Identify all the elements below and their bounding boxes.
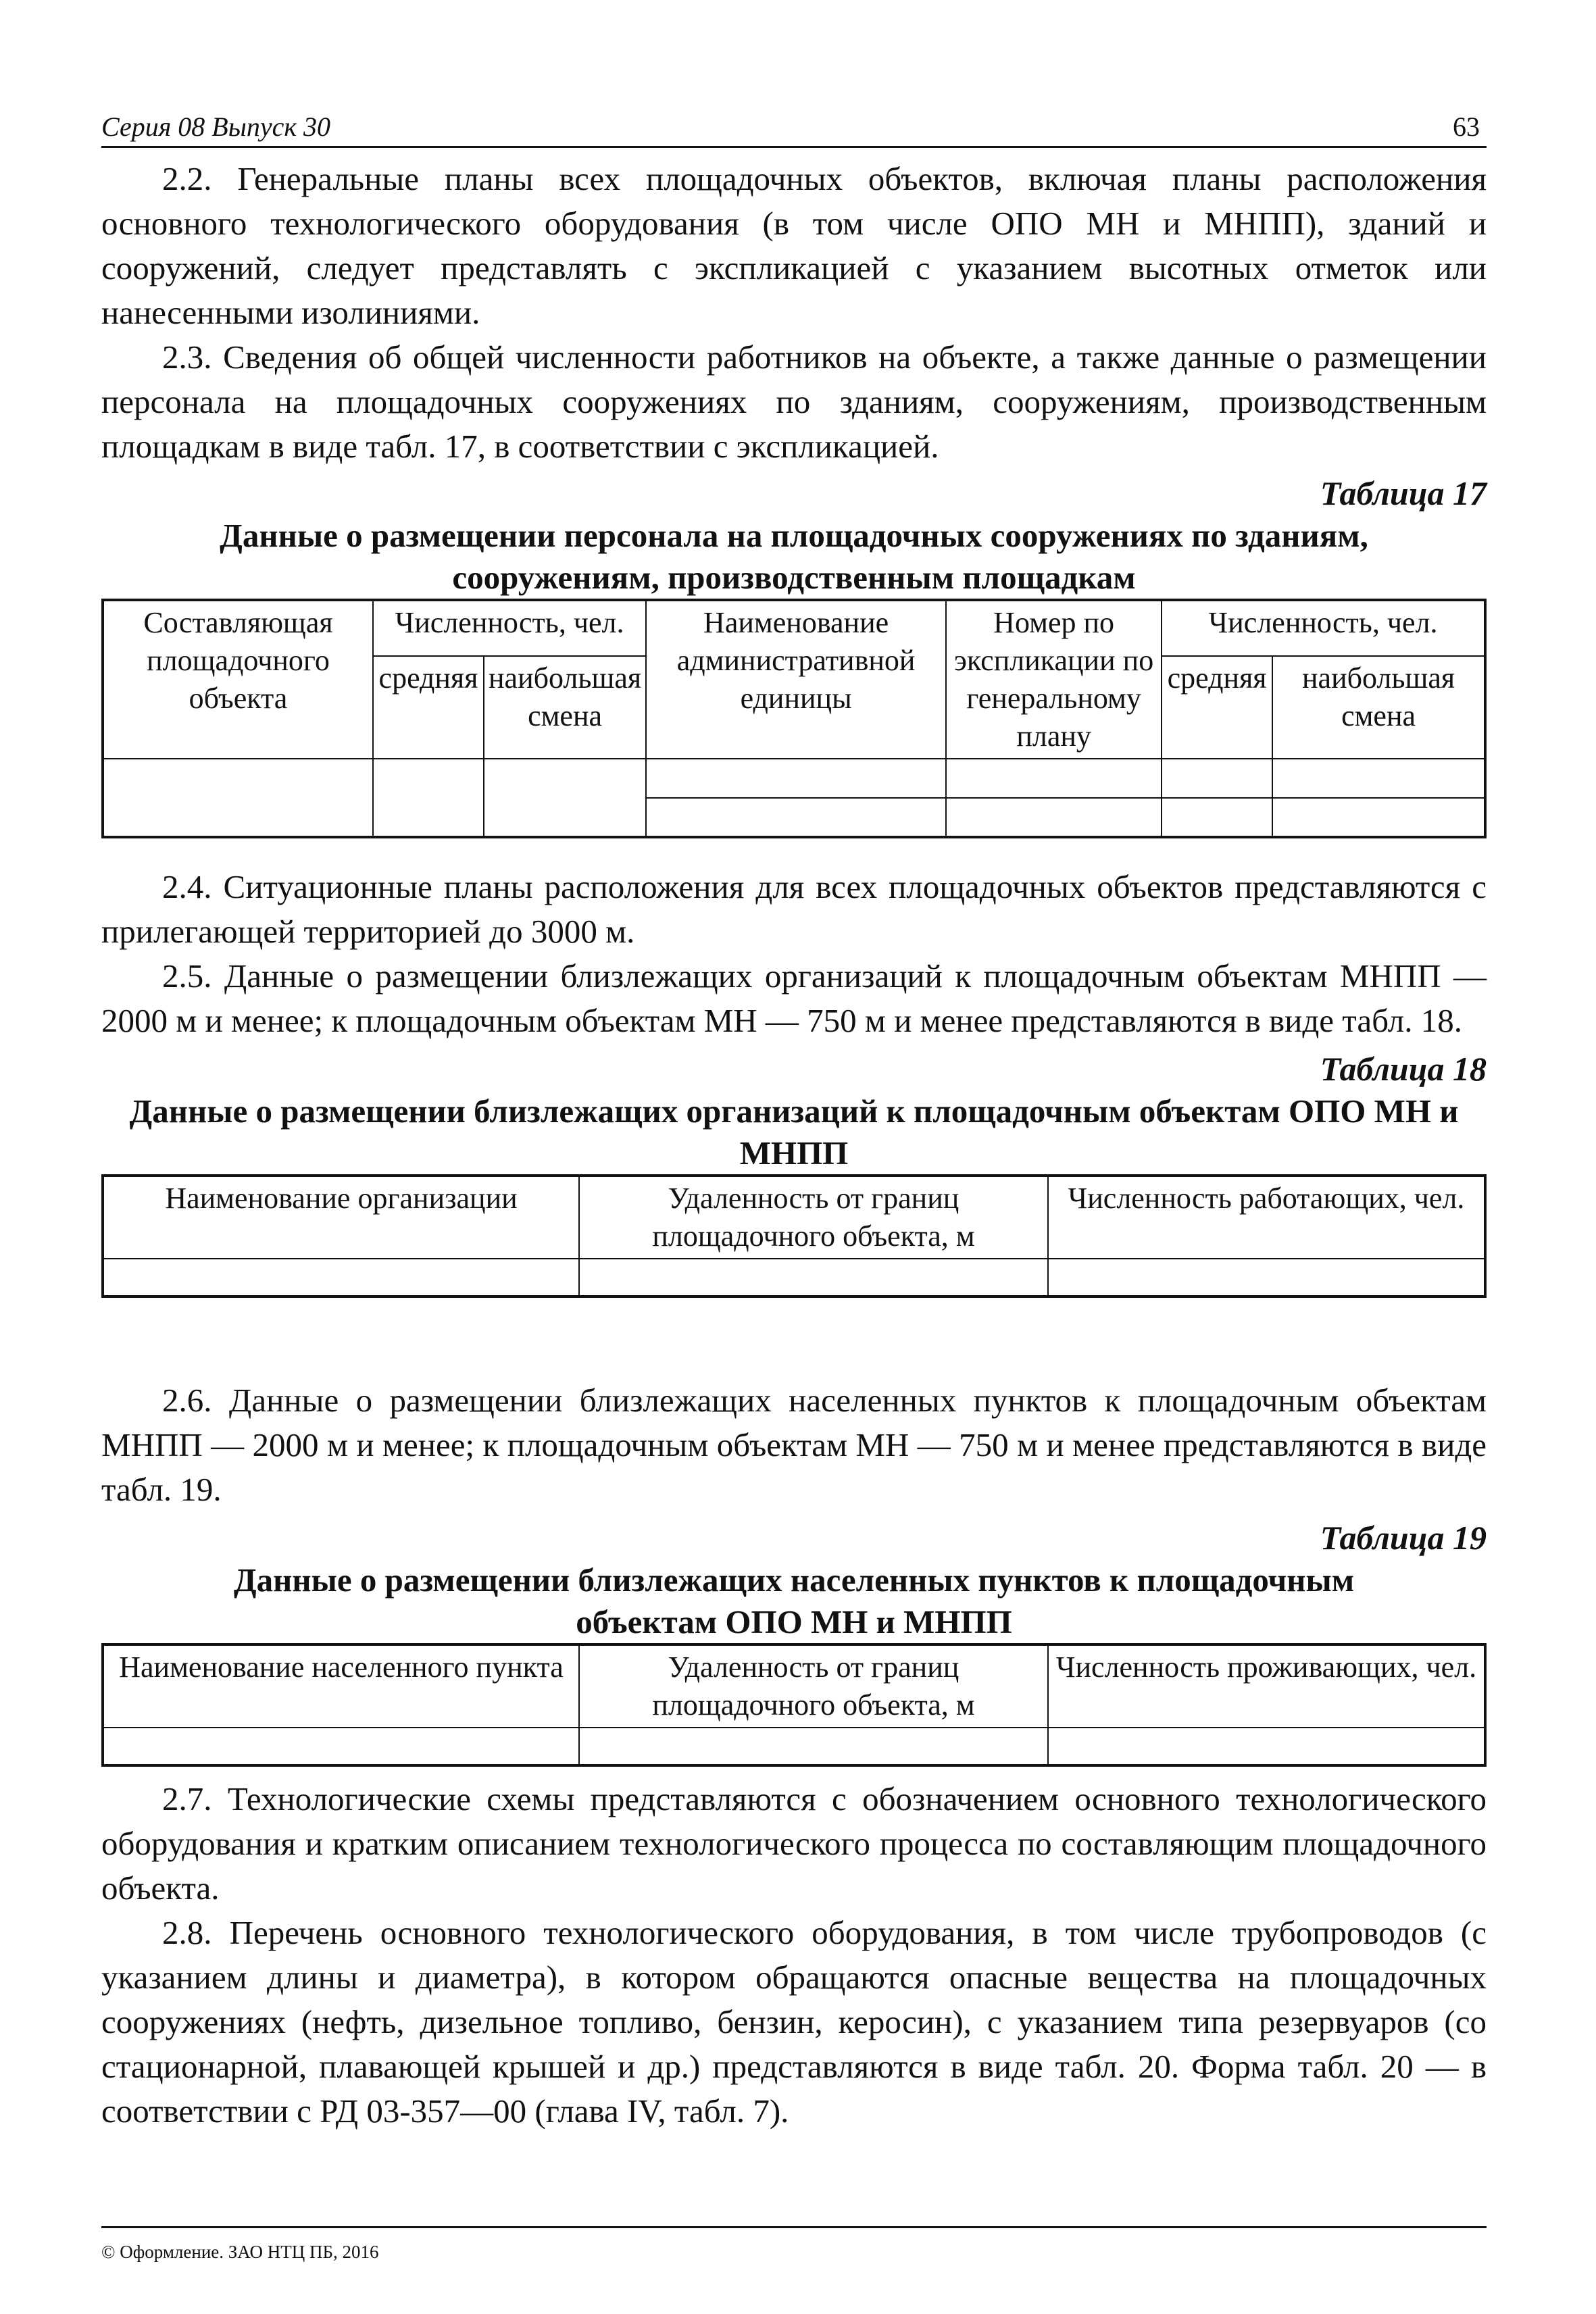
table17-title: Данные о размещении персонала на площадочных сооружениях по зданиям, сооружениям, производственным площадкам — [220, 517, 1368, 596]
page-number: 63 — [1453, 111, 1480, 142]
table17-col-count: Численность, чел. — [373, 600, 646, 656]
table17-cell — [1162, 798, 1272, 837]
paragraph-2-6: 2.6. Данные о размещении близлежащих населенных пунктов к площадочным объектам МНПП — 2000 м и менее; к площадочным объектам МН — 750 м и менее представляются в виде табл. 19. — [101, 1382, 1487, 1508]
page-header — [101, 109, 1487, 148]
table17-col-avg: средняя — [373, 656, 484, 759]
paragraph-2-7: 2.7. Технологические схемы представляются с обозначением основного технологического оборудования и кратким описанием технологического процесса по составляющим площадочного объекта. — [101, 1780, 1487, 1907]
table18-row — [103, 1259, 1485, 1297]
table19-header-row — [103, 1644, 1485, 1728]
table17-col-avg2: средняя — [1162, 656, 1272, 759]
table17-cell — [646, 798, 946, 837]
table17-row — [103, 759, 1485, 798]
table18-cell — [1048, 1259, 1485, 1297]
table17-col-component: Составляющая площадочного объекта — [103, 600, 373, 759]
table18-label: Таблица 18 — [1320, 1050, 1487, 1088]
section-block-3 — [101, 1378, 1487, 1767]
table17-col-max2: наибольшая смена — [1272, 656, 1485, 759]
section-block-1 — [101, 157, 1487, 838]
table18-col-distance: Удаленность от границ площадочного объекта, м — [579, 1176, 1048, 1259]
table17-cell — [946, 759, 1162, 798]
table18-cell — [579, 1259, 1048, 1297]
table19-title: Данные о размещении близлежащих населенных пунктов к площадочным объектам ОПО МН и МНПП — [233, 1561, 1355, 1640]
table17-col-admin: Наименование административной единицы — [646, 600, 946, 759]
table17-cell — [484, 759, 646, 837]
table18-cell — [103, 1259, 579, 1297]
series-title: Серия 08 Выпуск 30 — [101, 111, 331, 142]
table17-cell — [1272, 798, 1485, 837]
table18-title: Данные о размещении близлежащих организаций к площадочным объектам ОПО МН и МНПП — [129, 1092, 1459, 1172]
table19-row — [103, 1728, 1485, 1765]
table18-col-workers: Численность работающих, чел. — [1048, 1176, 1485, 1259]
table19-cell — [1048, 1728, 1485, 1765]
table19-label: Таблица 19 — [1320, 1519, 1487, 1557]
section-block-4 — [101, 1777, 1487, 2134]
table19-cell — [579, 1728, 1048, 1765]
table17-cell — [1162, 759, 1272, 798]
table18-header-row — [103, 1176, 1485, 1259]
copyright-text: © Оформление. ЗАО НТЦ ПБ, 2016 — [101, 2242, 379, 2262]
table17-cell — [646, 759, 946, 798]
table17-header-row-1 — [103, 600, 1485, 656]
section-block-2 — [101, 865, 1487, 1298]
paragraph-2-3: 2.3. Сведения об общей численности работников на объекте, а также данные о размещении персонала на площадочных сооружениях по зданиям, сооружениям, производственным площадкам в виде табл. 17, в соответствии с экспликацией. — [101, 338, 1487, 465]
table19 — [101, 1643, 1487, 1767]
table18-col-name: Наименование организации — [103, 1176, 579, 1259]
paragraph-2-2: 2.2. Генеральные планы всех площадочных объектов, включая планы расположения основного технологического оборудования (в том числе ОПО МН и МНПП), зданий и сооружений, следует представлять с экспликацией с указанием высотных отметок или нанесенными изолиниями. — [101, 160, 1487, 331]
table19-col-distance: Удаленность от границ площадочного объекта, м — [579, 1644, 1048, 1728]
table17-cell — [1272, 759, 1485, 798]
page-footer — [101, 2226, 1487, 2263]
table17-label: Таблица 17 — [1320, 474, 1487, 512]
table19-cell — [103, 1728, 579, 1765]
table17-cell — [103, 759, 373, 837]
table17-col-number: Номер по экспликации по генеральному плану — [946, 600, 1162, 759]
table19-col-name: Наименование населенного пункта — [103, 1644, 579, 1728]
table17-cell — [946, 798, 1162, 837]
table17-col-count2: Численность, чел. — [1162, 600, 1485, 656]
table17-col-max: наибольшая смена — [484, 656, 646, 759]
paragraph-2-8: 2.8. Перечень основного технологического оборудования, в том числе трубопроводов (с указанием длины и диаметра), в котором обращаются опасные вещества на площадочных сооружениях (нефть, дизельное топливо, бензин, керосин), с указанием типа резервуаров (со стационарной, плавающей крышей и др.) представляются в виде табл. 20. Форма табл. 20 — в соответствии с РД 03-357—00 (глава IV, табл. 7). — [101, 1914, 1487, 2130]
table17-cell — [373, 759, 484, 837]
table19-col-residents: Численность проживающих, чел. — [1048, 1644, 1485, 1728]
table18 — [101, 1174, 1487, 1298]
table17 — [101, 599, 1487, 838]
paragraph-2-5: 2.5. Данные о размещении близлежащих организаций к площадочным объектам МНПП — 2000 м и менее; к площадочным объектам МН — 750 м и менее представляются в виде табл. 18. — [101, 957, 1487, 1039]
paragraph-2-4: 2.4. Ситуационные планы расположения для всех площадочных объектов представляются с прилегающей территорией до 3000 м. — [101, 868, 1487, 950]
